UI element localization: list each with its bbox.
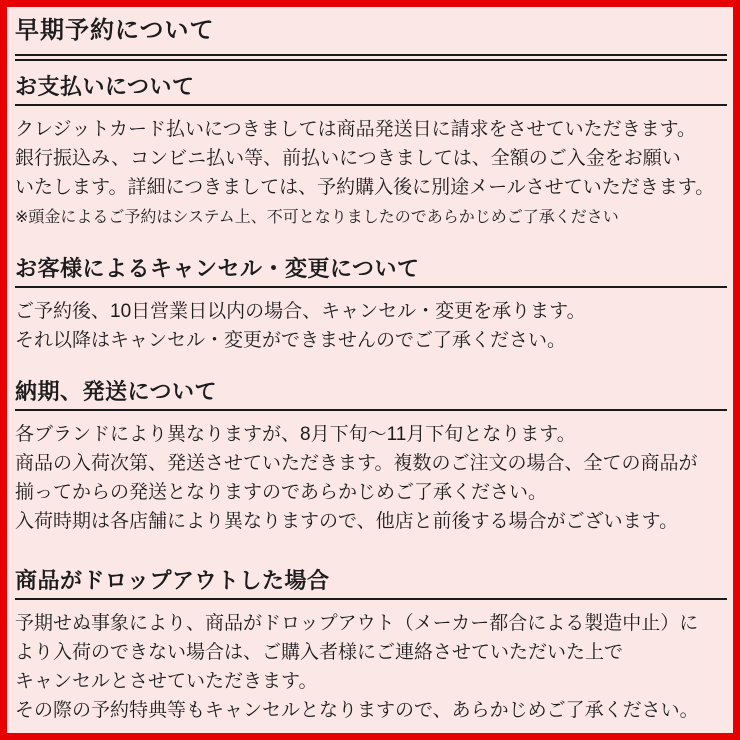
body-line: 入荷時期は各店舗により異なりますので、他店と前後する場合がございます。 — [15, 511, 679, 532]
section-cancellation — [15, 256, 727, 355]
body-line: いたします。詳細につきましては、予約購入後に別途メールさせていただきます。 — [15, 177, 715, 198]
section-cancellation-heading: お客様によるキャンセル・変更について — [15, 256, 420, 281]
heading-divider — [15, 286, 727, 288]
body-line: 商品の入荷次第、発送させていただきます。複数のご注文の場合、全ての商品が — [15, 453, 698, 474]
section-delivery-heading: 納期、発送について — [15, 379, 218, 404]
body-line: ご予約後、10日営業日以内の場合、キャンセル・変更を承ります。 — [15, 301, 586, 322]
section-dropout-heading: 商品がドロップアウトした場合 — [15, 568, 330, 593]
page-title: 早期予約について — [15, 17, 215, 44]
heading-divider — [15, 598, 727, 600]
section-payment-heading: お支払いについて — [15, 74, 195, 99]
body-line: クレジットカード払いにつきましては商品発送日に請求をさせていただきます。 — [15, 119, 697, 140]
body-line: より入荷のできない場合は、ご購入者様にご連絡させていただいた上で — [15, 642, 624, 663]
body-line: 各ブランドにより異なりますが、8月下旬～11月下旬となります。 — [15, 424, 576, 445]
section-delivery-body — [15, 420, 727, 536]
body-line: 揃ってからの発送となりますのであらかじめご了承ください。 — [15, 482, 548, 503]
heading-divider — [15, 409, 727, 411]
section-payment-body — [15, 115, 727, 230]
deposit-note: ※頭金によるご予約はシステム上、不可となりましたのであらかじめご了承ください — [15, 209, 619, 226]
section-dropout — [15, 568, 727, 725]
body-line: それ以降はキャンセル・変更ができませんのでご了承ください。 — [15, 330, 567, 351]
section-cancellation-body — [15, 297, 727, 355]
body-line: 予期せぬ事象により、商品がドロップアウト（メーカー都合による製造中止）に — [15, 613, 699, 634]
body-line: その際の予約特典等もキャンセルとなりますので、あらかじめご了承ください。 — [15, 700, 699, 721]
heading-divider — [15, 104, 727, 106]
section-delivery — [15, 379, 727, 536]
section-payment — [15, 74, 727, 230]
body-line: 銀行振込み、コンビニ払い等、前払いにつきましては、全額のご入金をお願い — [15, 148, 681, 169]
section-dropout-body — [15, 609, 727, 725]
title-divider — [15, 54, 727, 61]
body-line: キャンセルとさせていただきます。 — [15, 671, 318, 692]
